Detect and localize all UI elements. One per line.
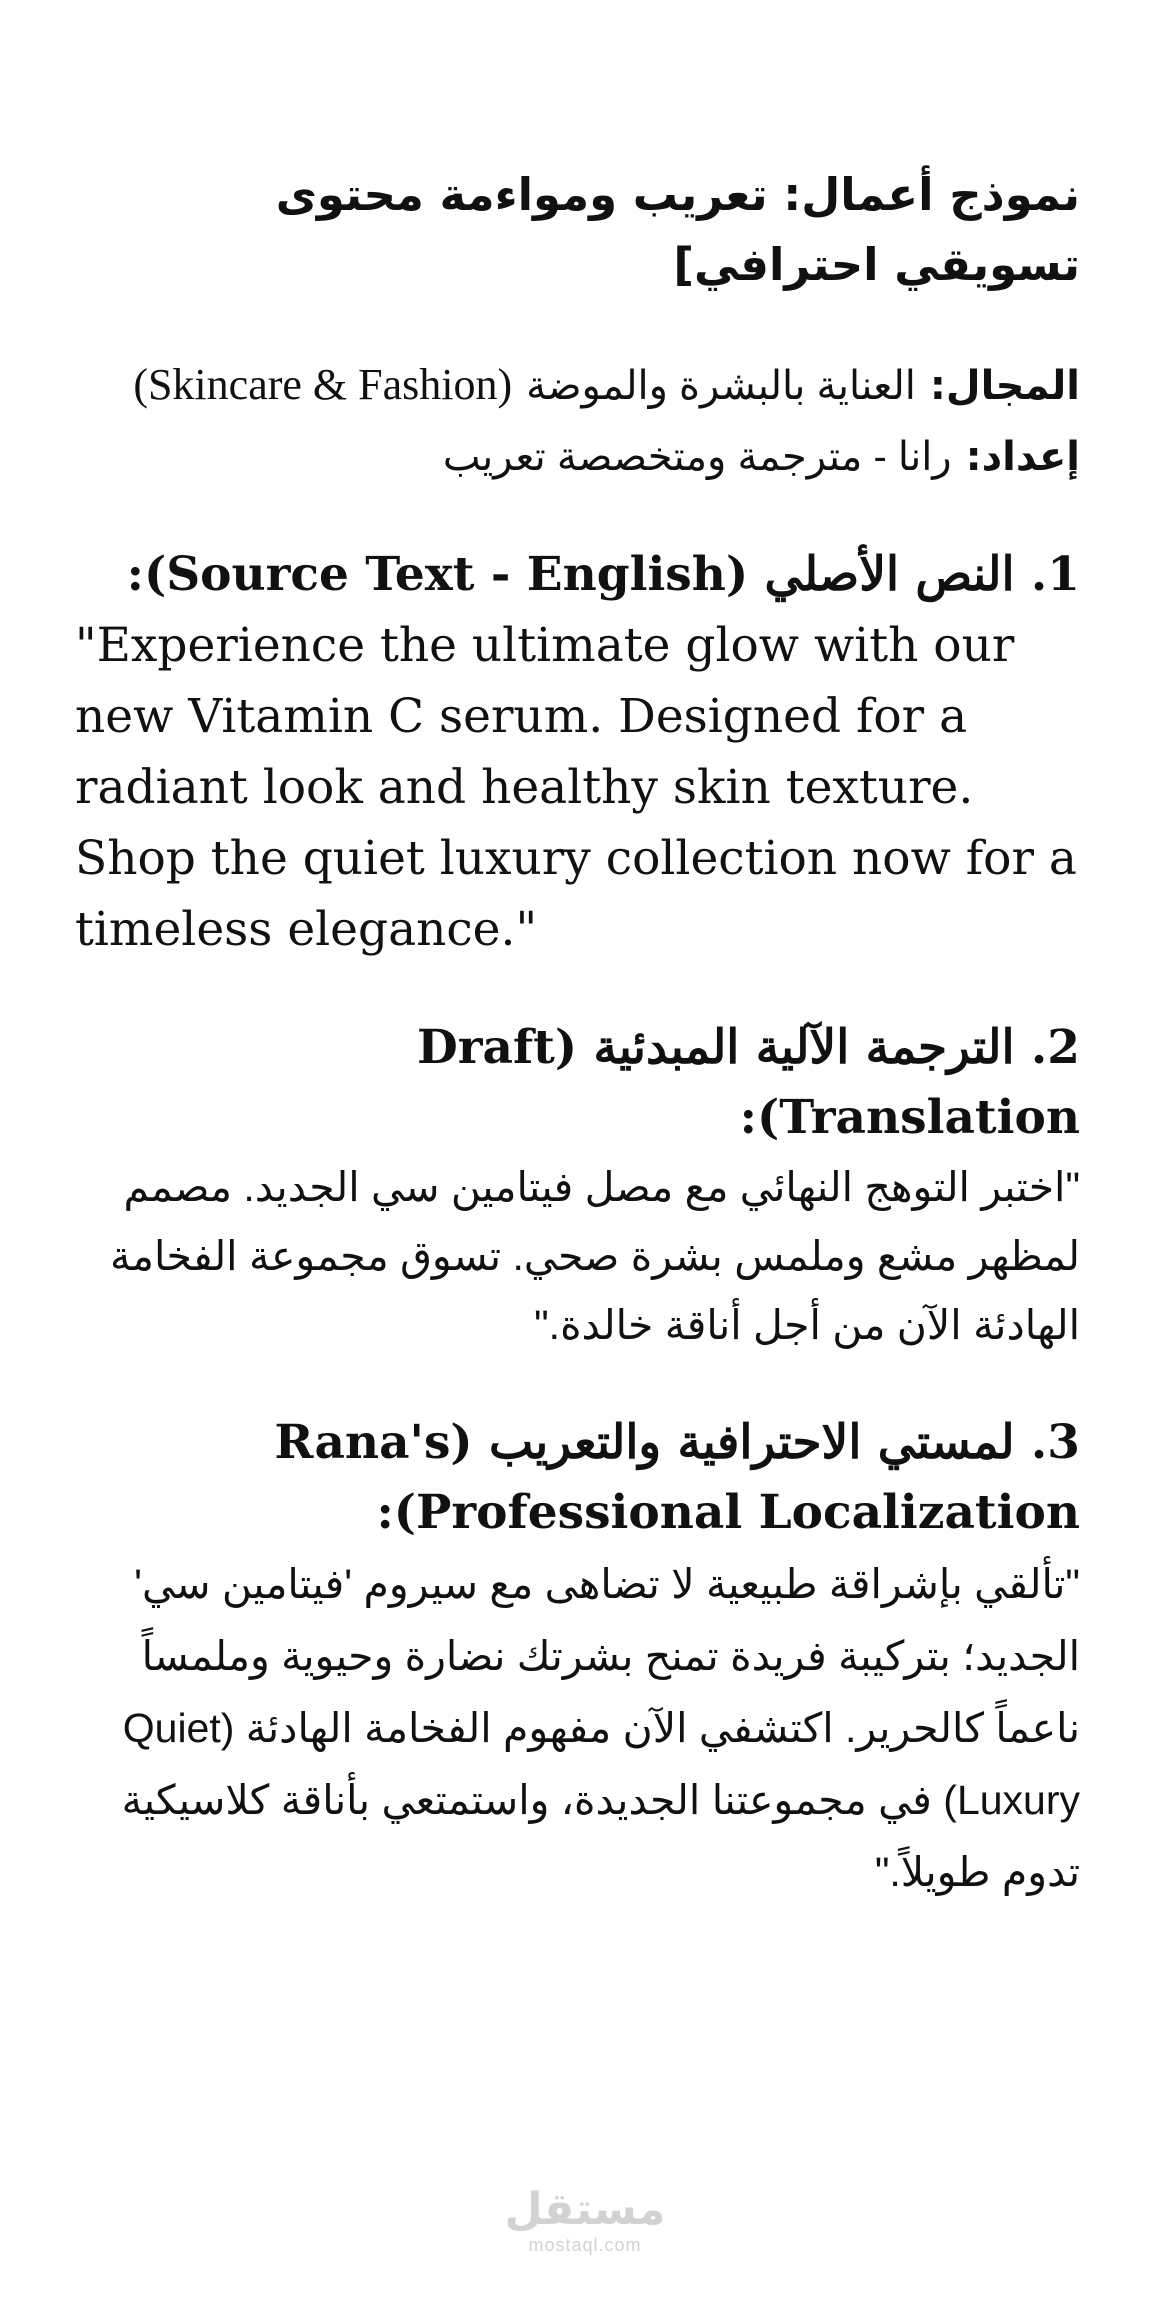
watermark-site: mostaql.com: [528, 2235, 642, 2255]
section-source-body: "Experience the ultimate glow with our new Vitamin C serum. Designed for a radiant look and healthy skin texture. Shop the quiet luxury collection now for a timeless elegance.": [75, 618, 1077, 957]
document-page: [75, 160, 1080, 1908]
field-value-english: (Skincare & Fashion): [133, 360, 513, 409]
prepared-by-value: رانا - مترجمة ومتخصصة تعريب: [442, 435, 952, 479]
field-label: المجال:: [929, 363, 1080, 409]
section-draft-heading: 2. الترجمة الآلية المبدئية (Draft Translation):: [416, 1020, 1080, 1145]
field-line: [75, 350, 1080, 421]
section-localization-body: "تألقي بإشراقة طبيعية لا تضاهى مع سيروم 'فيتامين سي' الجديد؛ بتركيبة فريدة تمنح بشرتك نضارة وحيوية وملمساً ناعماً كالحرير. اكتشفي الآن مفهوم الفخامة الهادئة (Quiet Luxury) في مجموعتنا الجديدة، واستمتعي بأناقة كلاسيكية تدوم طويلاً.": [121, 1561, 1080, 1895]
section-source-heading: 1. النص الأصلي (Source Text - English):: [126, 547, 1080, 602]
field-value-arabic: العناية بالبشرة والموضة: [526, 364, 916, 408]
section-draft-body: "اختبر التوهج النهائي مع مصل فيتامين سي الجديد. مصمم لمظهر مشع وملمس بشرة صحي. تسوق مجموعة الفخامة الهادئة الآن من أجل أناقة خالدة.": [110, 1164, 1080, 1348]
prepared-by-line: [75, 421, 1080, 492]
prepared-by-label: إعداد:: [965, 434, 1080, 480]
section-localization-heading: 3. لمستي الاحترافية والتعريب (Rana's Professional Localization):: [274, 1415, 1080, 1540]
document-title: نموذج أعمال: تعريب ومواءمة محتوى تسويقي احترافي]: [275, 168, 1080, 291]
mostaql-watermark: [0, 2185, 1170, 2256]
watermark-logo: مستقل: [504, 2184, 666, 2235]
